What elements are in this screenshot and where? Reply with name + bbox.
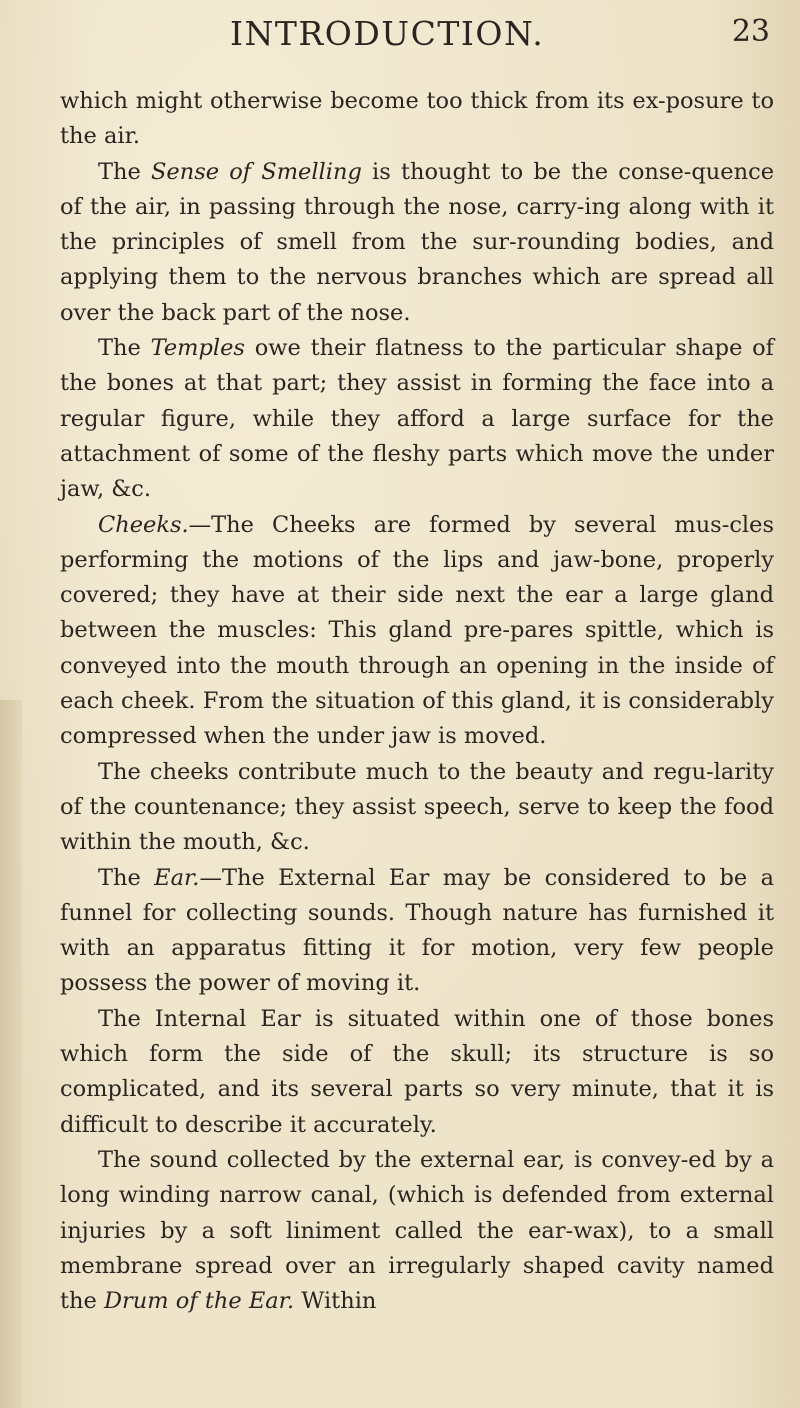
text-segment: The <box>98 335 151 362</box>
page-header <box>230 14 770 64</box>
paragraph <box>60 84 774 155</box>
text-segment-italic: Cheeks. <box>98 511 189 538</box>
text-segment: —The Cheeks are formed by several mus-cles performing the motions of the lips and jaw-bone, properly covered; they have at their side next the ear a large gland between the muscles: This gland pre-pares spittle, which is conveyed into the mouth through an opening in the inside of each cheek. From the situation of this gland, it is considerably compressed when the under jaw is moved. <box>60 511 774 750</box>
text-segment: is thought to be the conse-quence of the air, in passing through the nose, carry-ing along with it the principles of smell from the sur-rounding bodies, and applying them to the nervous branches which are spread all over the back part of the nose. <box>60 158 775 326</box>
text-segment: owe their flatness to the particular shape of the bones at that part; they assist in forming the face into a regular figure, while they afford a large surface for the attachment of some of the fleshy parts which move the under jaw, &c. <box>60 335 775 503</box>
text-segment-italic: Drum of the Ear. <box>104 1288 295 1315</box>
text-segment: The Internal Ear is situated within one of those bones which form the side of the skull; its structure is so complicated, and its several parts so very minute, that it is difficult to describe it accurately. <box>60 1005 774 1138</box>
text-segment: Within <box>294 1288 377 1315</box>
text-segment-italic: Ear. <box>154 864 200 891</box>
text-segment: —The External Ear may be considered to be a funnel for collecting sounds. Though nature has furnished it with an apparatus fitting it for motion, very few people possess the power of moving it. <box>60 864 774 997</box>
text-segment-italic: Sense of Smelling <box>151 158 362 185</box>
text-segment: The <box>98 158 151 185</box>
paragraph-cheeks <box>60 508 774 755</box>
paragraph-sound <box>60 1143 774 1319</box>
text-segment-italic: Temples <box>150 335 245 362</box>
paragraph-ear <box>60 861 774 1002</box>
page-number: 23 <box>731 14 770 49</box>
page-gutter-shadow <box>0 700 22 1408</box>
text-segment: The sound collected by the external ear, is convey-ed by a long winding narrow canal, (which is defended from external injuries by a soft liniment called the ear-wax), to a small membrane spread over an irregularly shaped cavity named the <box>60 1146 774 1315</box>
body-text <box>60 84 774 1319</box>
paragraph-internal-ear <box>60 1002 774 1143</box>
text-segment: which might otherwise become too thick from its ex-posure to the air. <box>60 88 774 150</box>
paragraph-cheeks-beauty <box>60 755 774 861</box>
paragraph-temples <box>60 331 774 507</box>
paragraph-smelling <box>60 155 774 331</box>
running-title: INTRODUCTION. <box>230 14 545 53</box>
text-segment: The cheeks contribute much to the beauty and regu-larity of the countenance; they assist speech, serve to keep the food within the mouth, &c. <box>60 758 774 856</box>
text-segment: The <box>98 864 155 891</box>
